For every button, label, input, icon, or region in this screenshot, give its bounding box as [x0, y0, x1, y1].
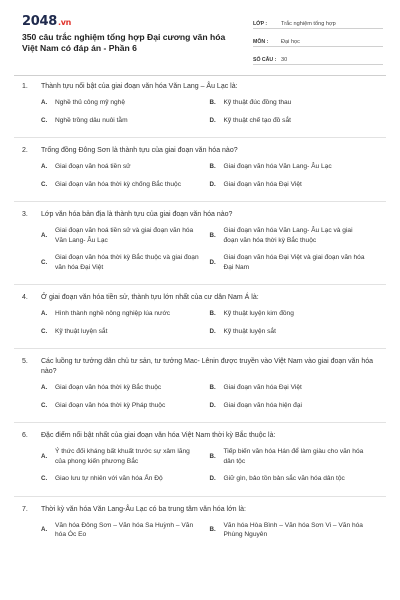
document-meta [253, 13, 383, 67]
meta-label: SỐ CÂU : [253, 57, 277, 63]
option-letter: D. [209, 116, 216, 124]
option-text: Kỹ thuật luyện sắt [223, 327, 276, 335]
answer-options [41, 383, 378, 418]
option-letter: A. [41, 384, 48, 391]
meta-label: MÔN : [253, 39, 269, 45]
option-letter: A. [41, 99, 48, 106]
option-text: Giai đoạn văn hóa thời kỳ chống Bắc thuộc [55, 180, 182, 188]
question-item [22, 210, 378, 285]
question-item [22, 82, 378, 138]
answer-option[interactable] [210, 253, 379, 272]
answer-option[interactable] [41, 253, 210, 272]
question-text: Thời kỳ văn hóa Văn Lang-Âu Lạc có ba trung tâm văn hóa lớn là: [41, 505, 246, 513]
option-letter: C. [41, 475, 48, 482]
option-letter: B. [209, 526, 216, 534]
option-letter: D. [209, 401, 216, 409]
question-item [22, 293, 378, 349]
question-item [22, 357, 378, 423]
option-text: Nghề thủ công mỹ nghệ [55, 99, 126, 106]
option-letter: C. [41, 258, 48, 266]
option-text: Giai đoạn văn hóa Đại Việt [223, 180, 302, 188]
option-text: Giai đoạn văn hóa Văn Lang- Âu Lạc và giai đoạn văn hóa thời kỳ Bắc thuộc [223, 227, 353, 244]
question-number: 5. [22, 358, 28, 365]
question-text-row [22, 210, 378, 220]
question-divider [14, 422, 386, 423]
option-letter: B. [209, 452, 216, 460]
answer-options [41, 521, 378, 548]
option-text: Giữ gìn, bảo tồn bản sắc văn hóa dân tộc [223, 475, 345, 482]
answer-option[interactable] [41, 116, 210, 126]
option-text: Giai đoạn văn hóa thời kỳ Bắc thuộc và giai đoạn văn hóa Đại Việt [55, 254, 199, 271]
option-text: Kỹ thuật luyện kim đồng [223, 310, 294, 317]
answer-option[interactable] [41, 521, 210, 540]
logo-suffix: .vn [57, 18, 72, 27]
option-letter: A. [41, 526, 48, 534]
question-divider [14, 137, 386, 138]
answer-option[interactable] [41, 226, 210, 245]
answer-option[interactable] [41, 309, 210, 319]
meta-row [253, 31, 383, 47]
option-letter: D. [209, 180, 216, 188]
header-divider [14, 75, 386, 76]
answer-options [41, 226, 378, 280]
document-title: 350 câu trắc nghiệm tổng hợp Đại cương văn hóa Việt Nam có đáp án - Phần 6 [22, 32, 226, 53]
option-text: Giai đoạn văn hóa thời kỳ Pháp thuộc [55, 401, 166, 409]
question-number: 1. [22, 83, 28, 90]
question-divider [14, 496, 386, 497]
question-list [22, 80, 378, 548]
question-item [22, 431, 378, 497]
option-letter: C. [41, 327, 48, 335]
question-item [22, 505, 378, 548]
option-text: Kỹ thuật đúc đồng thau [223, 99, 292, 106]
question-number: 2. [22, 147, 28, 154]
option-text: Giai đoạn văn hóa Đại Việt [223, 384, 302, 391]
option-letter: C. [41, 401, 48, 409]
option-letter: C. [41, 116, 48, 124]
answer-option[interactable] [210, 309, 379, 319]
option-letter: A. [41, 310, 48, 317]
answer-options [41, 162, 378, 197]
meta-row [253, 13, 383, 29]
question-number: 7. [22, 505, 28, 513]
question-divider [14, 201, 386, 202]
option-text: Giai đoạn văn hóa Đại Việt và giai đoạn văn hóa Đại Nam [223, 254, 365, 271]
option-letter: D. [209, 475, 216, 482]
answer-option[interactable] [41, 401, 210, 411]
answer-option[interactable] [41, 327, 210, 337]
option-text: Nghề trồng dâu nuôi tằm [55, 116, 128, 124]
question-text-row [22, 293, 378, 303]
answer-option[interactable] [41, 162, 210, 172]
answer-option[interactable] [41, 447, 210, 466]
answer-option[interactable] [210, 474, 379, 484]
answer-option[interactable] [210, 180, 379, 190]
answer-option[interactable] [210, 401, 379, 411]
option-letter: B. [209, 231, 216, 239]
option-letter: A. [41, 163, 48, 170]
option-letter: D. [209, 327, 216, 335]
question-text-row [22, 505, 378, 515]
logo-number: 2048 [22, 14, 57, 29]
question-text-row [22, 431, 378, 441]
answer-options [41, 98, 378, 133]
answer-option[interactable] [210, 327, 379, 337]
option-letter: B. [209, 163, 216, 170]
question-text: Ở giai đoạn văn hóa tiền sử, thành tựu lớn nhất của cư dân Nam Á là: [41, 294, 259, 301]
option-letter: A. [41, 452, 48, 460]
option-text: Giai đoạn văn hoá tiền sử [55, 163, 131, 170]
question-divider [14, 284, 386, 285]
answer-option[interactable] [41, 180, 210, 190]
question-text-row [22, 82, 378, 92]
answer-options [41, 447, 378, 492]
answer-option[interactable] [210, 98, 379, 108]
answer-option[interactable] [210, 162, 379, 172]
option-text: Giai đoạn văn hóa Văn Lang- Âu Lạc [223, 163, 332, 170]
option-text: Ý thức đối kháng bất khuất trước sự xâm lăng của phong kiến phương Bắc [55, 448, 190, 465]
question-text-row [22, 357, 378, 377]
answer-option[interactable] [41, 474, 210, 484]
question-number: 6. [22, 432, 28, 439]
question-text: Các luồng tư tưởng dân chủ tư sản, tư tưởng Mac- Lênin được truyền vào Việt Nam vào giai đoạn văn hóa nào? [41, 358, 374, 375]
question-text: Trống đồng Đông Sơn là thành tựu của giai đoạn văn hóa nào? [41, 147, 238, 154]
option-text: Giai đoạn văn hóa hiện đại [223, 401, 302, 409]
answer-option[interactable] [210, 226, 379, 245]
question-number: 3. [22, 211, 28, 218]
option-text: Kỹ thuật luyện sắt [55, 327, 108, 335]
answer-option[interactable] [210, 116, 379, 126]
answer-option[interactable] [210, 447, 379, 466]
document-header [0, 0, 400, 72]
option-letter: D. [209, 258, 216, 266]
option-letter: B. [209, 384, 216, 391]
option-text: Văn hóa Hòa Bình – Văn hóa Sơn Vi – Văn hóa Phùng Nguyên [223, 521, 363, 538]
answer-options [41, 309, 378, 344]
question-number: 4. [22, 294, 28, 301]
option-text: Kỹ thuật chế tạo đồ sắt [223, 116, 291, 124]
meta-value: 30 [281, 57, 288, 63]
option-letter: C. [41, 180, 48, 188]
option-letter: B. [209, 99, 216, 106]
option-text: Giai đoạn văn hoá tiền sử và giai đoạn văn hóa Văn Lang- Âu Lạc [55, 227, 194, 244]
answer-option[interactable] [210, 383, 379, 393]
answer-option[interactable] [41, 383, 210, 393]
answer-option[interactable] [210, 521, 379, 540]
question-divider [14, 348, 386, 349]
question-text: Thành tựu nổi bật của giai đoạn văn hóa Văn Lang – Âu Lạc là: [41, 83, 238, 90]
option-text: Giai đoạn văn hóa thời kỳ Bắc thuộc [55, 384, 162, 391]
question-item [22, 146, 378, 202]
question-text-row [22, 146, 378, 156]
question-text: Lớp văn hóa bản địa là thành tựu của giai đoạn văn hóa nào? [41, 211, 233, 218]
meta-value: Đại học [281, 39, 300, 45]
answer-option[interactable] [41, 98, 210, 108]
option-text: Tiếp biến văn hóa Hán để làm giàu cho văn hóa dân tộc [223, 448, 364, 465]
meta-value: Trắc nghiệm tổng hợp [281, 21, 336, 27]
option-text: Văn hóa Đông Sơn – Văn hóa Sa Huỳnh – Văn hóa Óc Eo [55, 521, 194, 538]
option-letter: B. [209, 310, 216, 317]
option-letter: A. [41, 231, 48, 239]
meta-row [253, 49, 383, 65]
option-text: Giao lưu tự nhiên với văn hóa Ấn Độ [55, 475, 163, 482]
question-text: Đặc điểm nổi bật nhất của giai đoạn văn hóa Việt Nam thời kỳ Bắc thuộc là: [41, 432, 276, 439]
site-logo[interactable] [22, 14, 71, 29]
meta-label: LỚP : [253, 21, 268, 27]
option-text: Hình thành nghề nông nghiệp lúa nước [55, 310, 171, 317]
